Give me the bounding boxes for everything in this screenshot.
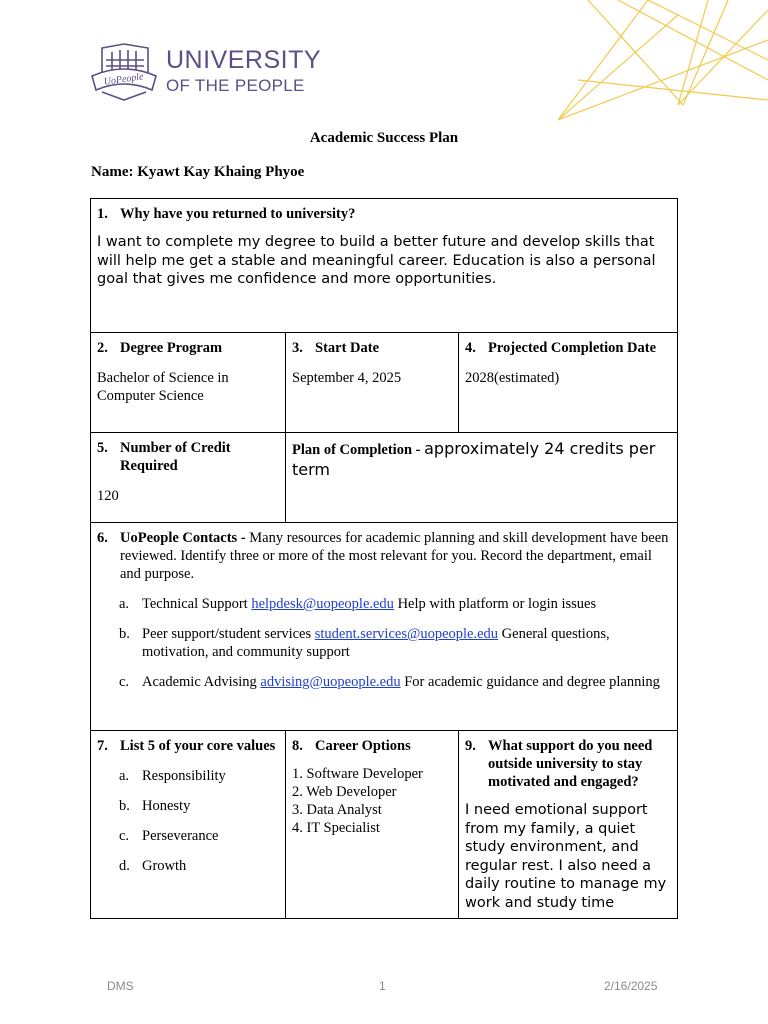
contact-email-link[interactable]: advising@uopeople.edu xyxy=(260,674,401,690)
row-credits-plan xyxy=(91,433,678,523)
cell-degree-program: 2. Degree Program Bachelor of Science in Computer Science xyxy=(91,333,286,433)
cell-career-options: 8. Career Options 1. Software Developer 2. Web Developer 3. Data Analyst 4. IT Specialist xyxy=(286,731,459,919)
footer-date: 2/16/2025 xyxy=(604,979,658,993)
core-value-item: a. Responsibility xyxy=(119,768,226,784)
plan-of-completion-value: approximately 24 credits per term xyxy=(292,439,656,479)
contact-email-link[interactable]: student.services@uopeople.edu xyxy=(314,626,499,642)
cell-start-date: 3. Start Date September 4, 2025 xyxy=(286,333,459,433)
career-option-item: 1. Software Developer xyxy=(292,766,423,782)
career-options-label: Career Options xyxy=(315,738,411,754)
contact-email-link[interactable]: helpdesk@uopeople.edu xyxy=(251,596,394,612)
core-value-item: b. Honesty xyxy=(119,798,191,814)
contacts-instructions: Many resources for academic planning and skill development have been reviewed. Identify three or more of the most relevant for you. Record the department, email and purpose. xyxy=(120,530,669,582)
name-label: Name: xyxy=(91,164,138,180)
cell-outside-support: 9. What support do you need outside university to stay motivated and engaged? I need emotional support from my family, a quiet study environment, and regular rest. I also need a daily routine to manage my work and study time xyxy=(459,731,678,919)
career-option-item: 3. Data Analyst xyxy=(292,802,382,818)
core-values-label: List 5 of your core values xyxy=(120,738,276,754)
cell-projected-completion: 4. Projected Completion Date 2028(estimated) xyxy=(459,333,678,433)
start-date-label: Start Date xyxy=(315,340,380,356)
start-date-value: September 4, 2025 xyxy=(292,370,402,386)
question-1-answer: I want to complete my degree to build a better future and develop skills that will help me get a stable and meaningful career. Education is also a personal goal that gives me confidence and more opportunities. xyxy=(97,234,656,287)
projected-completion-value: 2028(estimated) xyxy=(465,370,560,386)
cell-plan-of-completion xyxy=(286,433,678,523)
contact-item: c. Academic Advising advising@uopeople.edu For academic guidance and degree planning xyxy=(119,674,660,690)
footer-page-number: 1 xyxy=(379,979,386,993)
degree-program-value: Bachelor of Science in Computer Science xyxy=(97,370,229,404)
outside-support-answer: I need emotional support from my family, a quiet study environment, and regular rest. I also need a daily routine to manage my work and study time xyxy=(465,802,667,911)
career-option-item: 2. Web Developer xyxy=(292,784,397,800)
core-value-item: c. Perseverance xyxy=(119,828,219,844)
name-value: Kyawt Kay Khaing Phyoe xyxy=(137,164,305,180)
logo-badge-text: UoPeople xyxy=(103,71,145,88)
contacts-label: UoPeople Contacts - xyxy=(120,530,250,546)
cell-credits-required: 5. Number of Credit Required 120 xyxy=(91,433,286,523)
outside-support-label: What support do you need outside university to stay motivated and engaged? xyxy=(488,738,653,790)
row-values-careers-support xyxy=(91,731,678,919)
uopeople-crest-icon xyxy=(90,42,158,102)
success-plan-table xyxy=(90,198,678,919)
question-1-heading: 1. Why have you returned to university? xyxy=(97,206,356,222)
university-logo xyxy=(90,42,330,104)
row-program-dates xyxy=(91,333,678,433)
document-title: Academic Success Plan xyxy=(309,130,459,146)
credits-required-label: Number of Credit Required xyxy=(120,440,231,474)
projected-completion-label: Projected Completion Date xyxy=(488,340,657,356)
career-option-item: 4. IT Specialist xyxy=(292,820,380,836)
contact-item: b. Peer support/student services student.services@uopeople.edu General questions, motivation, and community support xyxy=(119,626,610,660)
contact-item: a. Technical Support helpdesk@uopeople.edu Help with platform or login issues xyxy=(119,596,597,612)
core-value-item: d. Growth xyxy=(119,858,187,874)
student-name-line xyxy=(91,164,304,181)
plan-of-completion-label: Plan of Completion - xyxy=(292,442,425,458)
logo-line-of-the-people: OF THE PEOPLE xyxy=(166,76,305,95)
degree-program-label: Degree Program xyxy=(120,340,223,356)
decorative-gold-lines xyxy=(558,0,768,125)
cell-core-values: 7. List 5 of your core values a. Responsibility b. Honesty c. Perseverance d. Growth xyxy=(91,731,286,919)
logo-line-university: UNIVERSITY xyxy=(166,46,322,74)
footer-left: DMS xyxy=(107,979,134,993)
row-contacts: 6. UoPeople Contacts - Many resources for academic planning and skill development have been reviewed. Identify three or more of the most relevant for you. Record the department, email and purpose. a. Technical Support helpdesk@uopeople.edu Help with platform or login issues b. Peer support/student services student.services@uopeople.edu General questions, motivation, and community support c. Academic Advising advising@uopeople.edu For academic guidance and degree planning xyxy=(91,523,678,731)
row-question-1 xyxy=(91,199,678,333)
credits-required-value: 120 xyxy=(97,488,119,504)
